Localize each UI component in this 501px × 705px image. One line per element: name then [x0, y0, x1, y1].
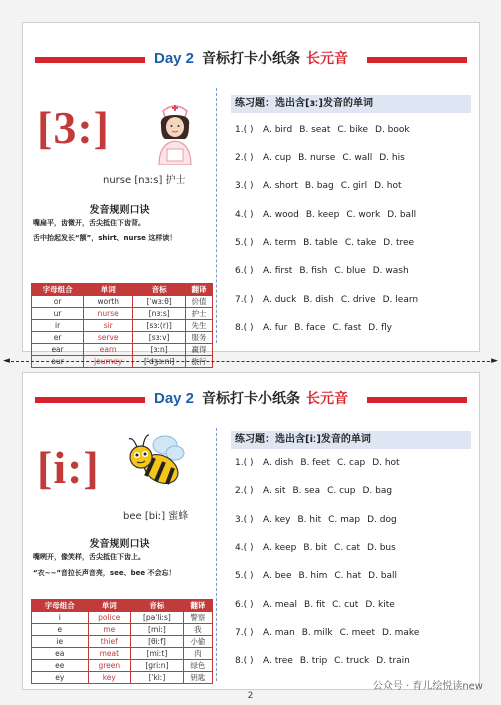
table-header: 音标: [131, 600, 184, 612]
heading-red-label: 长元音: [306, 51, 349, 67]
phoneme-symbol: [3:]: [37, 102, 110, 153]
table-header: 翻译: [186, 284, 213, 296]
table-row: ie thief [θiːf] 小偷: [32, 636, 213, 648]
heading-label: 音标打卡小纸条: [202, 51, 301, 67]
card-title: [23, 49, 479, 71]
heading-label: 音标打卡小纸条: [202, 391, 301, 407]
quiz-question[interactable]: 4.( ) A. wood B. keep C. work D. ball: [235, 210, 417, 220]
quiz-question[interactable]: 1.( ) A. dish B. feet C. cap D. hot: [235, 458, 400, 468]
left-panel: [23, 423, 216, 689]
nurse-icon: [145, 101, 205, 165]
rule-title: 发音规则口诀: [89, 539, 150, 550]
word-table: [31, 599, 213, 684]
card-title: [23, 389, 479, 411]
quiz-question[interactable]: 6.( ) A. first B. fish C. blue D. wash: [235, 266, 409, 276]
quiz-question[interactable]: 5.( ) A. bee B. him C. hat D. ball: [235, 571, 398, 581]
quiz-question[interactable]: 5.( ) A. term B. table C. take D. tree: [235, 238, 415, 248]
arrow-left-icon: ◄: [3, 356, 10, 366]
quiz-question[interactable]: 7.( ) A. man B. milk C. meet D. make: [235, 628, 420, 638]
quiz-question[interactable]: 2.( ) A. sit B. sea C. cup D. bag: [235, 486, 393, 496]
table-row: ear earn [ɜːn] 赢得: [32, 344, 213, 356]
vertical-divider: [216, 88, 217, 343]
phoneme-symbol: [i:]: [37, 442, 100, 493]
day-label: Day 2: [153, 50, 195, 67]
table-row: ee green [ɡriːn] 绿色: [32, 660, 213, 672]
day-label: Day 2: [153, 390, 195, 407]
caption-word: nurse [nɜːs] 护士: [103, 175, 186, 186]
word-table: [31, 283, 213, 368]
table-row: or worth [ˈwɜːθ] 价值: [32, 296, 213, 308]
table-row: ur nurse [nɜːs] 护士: [32, 308, 213, 320]
card-long-vowel-er: [22, 22, 480, 366]
card-long-vowel-ee: [22, 372, 480, 690]
table-header: 翻译: [183, 600, 212, 612]
watermark: 公众号 · 育儿绘悦读new: [372, 681, 483, 692]
table-header: 单词: [88, 600, 130, 612]
rule-title: 发音规则口诀: [89, 205, 150, 216]
table-header: 字母组合: [32, 600, 89, 612]
page-number: 2: [247, 691, 254, 701]
quiz-question[interactable]: 4.( ) A. keep B. bit C. cat D. bus: [235, 543, 396, 553]
arrow-right-icon: ►: [491, 356, 498, 366]
table-row: e me [miː] 我: [32, 624, 213, 636]
rule-line: 嘴扁平，齿微开，舌尖抵住下齿背。: [33, 219, 145, 227]
table-row: our journey [ˈdʒɜːni] 旅行: [32, 356, 213, 368]
caption-word: bee [biː] 蜜蜂: [123, 511, 189, 522]
rule-line: 舌中抬起发长“额”，shirt、nurse 这样读！: [33, 234, 177, 242]
vertical-divider: [216, 428, 217, 681]
table-row: ea meat [miːt] 肉: [32, 648, 213, 660]
left-panel: [23, 83, 216, 366]
quiz-question[interactable]: 3.( ) A. short B. bag C. girl D. hot: [235, 181, 402, 191]
quiz-question[interactable]: 8.( ) A. fur B. face C. fast D. fly: [235, 323, 392, 333]
table-header: 字母组合: [32, 284, 84, 296]
table-row: er serve [sɜːv] 服务: [32, 332, 213, 344]
table-row: ey key [ˈkiː] 钥匙: [32, 672, 213, 684]
bee-icon: [121, 429, 189, 493]
table-row: i police [pəˈliːs] 警察: [32, 612, 213, 624]
quiz-question[interactable]: 2.( ) A. cup B. nurse C. wall D. his: [235, 153, 405, 163]
quiz-question[interactable]: 6.( ) A. meal B. fit C. cut D. kite: [235, 600, 395, 610]
table-header: 音标: [133, 284, 186, 296]
quiz-question[interactable]: 1.( ) A. bird B. seat C. bike D. book: [235, 125, 410, 135]
quiz-title: 练习题：选出含[ɜː]发音的单词: [231, 95, 471, 113]
table-row: ir sir [sɜː(r)] 先生: [32, 320, 213, 332]
quiz-question[interactable]: 7.( ) A. duck B. dish C. drive D. learn: [235, 295, 419, 305]
table-header: 单词: [84, 284, 133, 296]
rule-line: “衣~~”音拉长声音亮，see、bee 不会忘！: [33, 569, 176, 577]
heading-red-label: 长元音: [306, 391, 349, 407]
quiz-question[interactable]: 8.( ) A. tree B. trip C. truck D. train: [235, 656, 410, 666]
rule-line: 嘴咧开，像笑样，舌尖抵住下齿上。: [33, 553, 145, 561]
quiz-question[interactable]: 3.( ) A. key B. hit C. map D. dog: [235, 515, 397, 525]
quiz-title: 练习题：选出含[iː]发音的单词: [231, 431, 471, 449]
